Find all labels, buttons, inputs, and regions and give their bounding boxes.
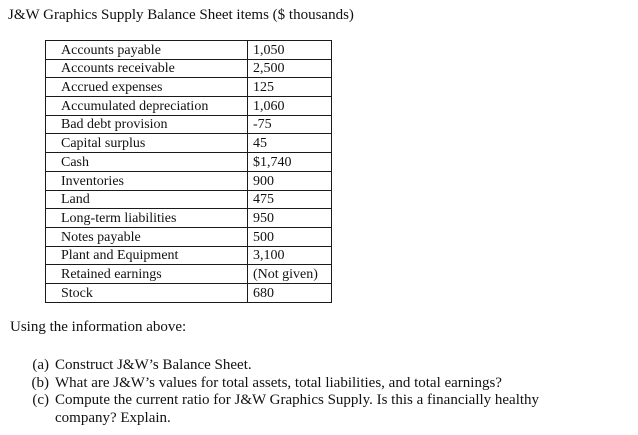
item-name: Land <box>46 190 248 209</box>
table-row <box>46 265 332 284</box>
item-name: Plant and Equipment <box>46 246 248 265</box>
table-row <box>46 190 332 209</box>
item-name: Cash <box>46 153 248 172</box>
item-value: 45 <box>248 134 332 153</box>
item-name: Stock <box>46 283 248 302</box>
item-value: $1,740 <box>248 153 332 172</box>
table-row <box>46 134 332 153</box>
document-title: J&W Graphics Supply Balance Sheet items ($ thousands) <box>8 7 354 23</box>
item-name: Inventories <box>46 171 248 190</box>
table-row <box>46 41 332 60</box>
item-value: 1,060 <box>248 97 332 116</box>
question-text: Compute the current ratio for J&W Graphics Supply. Is this a financially healthy company? Explain. <box>55 392 540 426</box>
item-name: Accrued expenses <box>46 78 248 97</box>
table-row <box>46 209 332 228</box>
question-item <box>16 375 616 393</box>
item-name: Retained earnings <box>46 265 248 284</box>
item-name: Capital surplus <box>46 134 248 153</box>
question-marker: (c) <box>32 392 49 408</box>
item-value: 2,500 <box>248 59 332 78</box>
table-row <box>46 227 332 246</box>
item-value: -75 <box>248 115 332 134</box>
item-value: 950 <box>248 209 332 228</box>
question-text: Construct J&W’s Balance Sheet. <box>55 357 252 373</box>
item-value: 475 <box>248 190 332 209</box>
item-value: (Not given) <box>248 265 332 284</box>
table-row <box>46 115 332 134</box>
item-value: 125 <box>248 78 332 97</box>
question-marker: (b) <box>31 374 49 391</box>
table-row <box>46 97 332 116</box>
table-row <box>46 78 332 97</box>
table-row <box>46 246 332 265</box>
item-name: Notes payable <box>46 227 248 246</box>
question-text: What are J&W’s values for total assets, total liabilities, and total earnings? <box>55 374 502 391</box>
item-value: 900 <box>248 171 332 190</box>
question-item <box>16 392 616 427</box>
question-item <box>16 357 616 375</box>
item-name: Accumulated depreciation <box>46 97 248 116</box>
item-name: Long-term liabilities <box>46 209 248 228</box>
item-value: 3,100 <box>248 246 332 265</box>
instructions-intro: Using the information above: <box>10 319 187 335</box>
item-name: Accounts payable <box>46 41 248 60</box>
table-row <box>46 171 332 190</box>
item-name: Bad debt provision <box>46 115 248 134</box>
item-value: 1,050 <box>248 41 332 60</box>
balance-sheet-items-table <box>45 40 332 303</box>
table-row <box>46 153 332 172</box>
question-list <box>16 357 616 427</box>
item-value: 680 <box>248 283 332 302</box>
question-marker: (a) <box>32 357 49 373</box>
table-row <box>46 283 332 302</box>
table-row <box>46 59 332 78</box>
item-name: Accounts receivable <box>46 59 248 78</box>
item-value: 500 <box>248 227 332 246</box>
